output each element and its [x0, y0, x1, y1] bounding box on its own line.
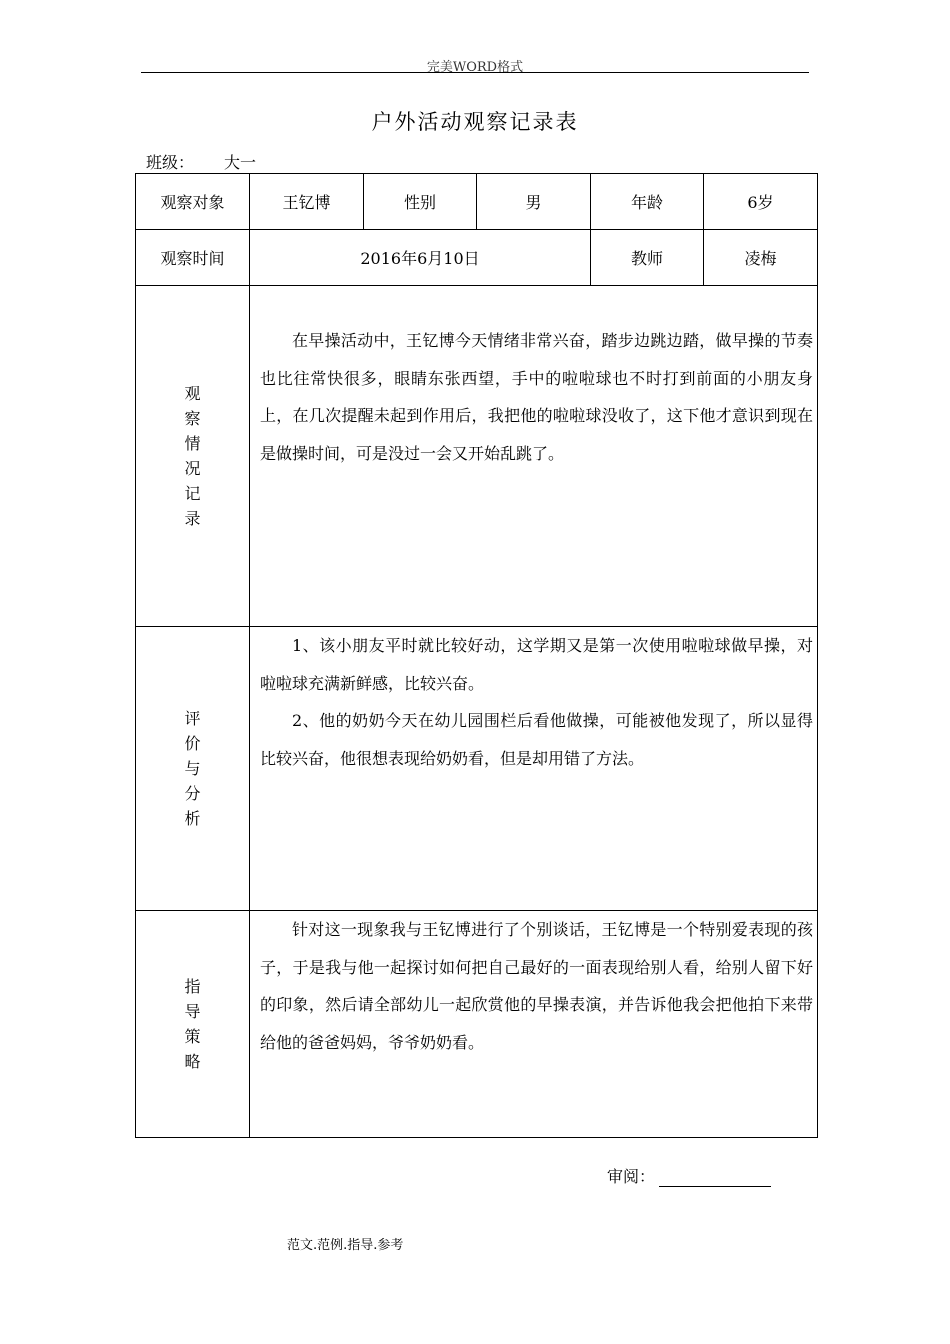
age-label: 年龄 — [591, 174, 704, 230]
observation-label-char: 记 — [184, 484, 201, 503]
time-value: 2016年6月10日 — [250, 230, 591, 286]
page-footer: 范文.范例.指导.参考 — [287, 1238, 404, 1253]
strategy-label-char: 策 — [184, 1027, 201, 1046]
observation-label-char: 观 — [184, 384, 201, 403]
evaluation-paragraph: 1、该小朋友平时就比较好动，这学期又是第一次使用啦啦球做早操，对啦啦球充满新鲜感，比较兴奋。 — [260, 636, 813, 693]
gender-label: 性别 — [364, 174, 477, 230]
evaluation-label-char: 价 — [184, 734, 201, 753]
observation-label-char: 况 — [184, 459, 201, 478]
strategy-label-char: 导 — [184, 1002, 201, 1021]
subject-label: 观察对象 — [136, 174, 250, 230]
observation-content — [250, 286, 818, 627]
observation-label-char: 录 — [184, 509, 201, 528]
evaluation-label-char: 评 — [184, 709, 201, 728]
evaluation-label-char: 与 — [184, 759, 201, 778]
age-value: 6岁 — [704, 174, 818, 230]
observation-label-char: 情 — [184, 434, 201, 453]
table-row-observation — [136, 286, 818, 627]
class-value: 大一 — [194, 153, 316, 174]
teacher-value: 凌梅 — [704, 230, 818, 286]
gender-value: 男 — [477, 174, 591, 230]
observation-paragraph: 在早操活动中，王钇博今天情绪非常兴奋，踏步边跳边踏，做早操的节奏也比往常快很多，眼睛东张西望，手中的啦啦球也不时打到前面的小朋友身上，在几次提醒未起到作用后，我把他的啦啦球没收了，这下他才意识到现在是做操时间，可是没过一会又开始乱跳了。 — [260, 331, 813, 463]
table-row-subject — [136, 174, 818, 230]
evaluation-content — [250, 627, 818, 911]
review-blank-line — [659, 1166, 771, 1187]
evaluation-label-char: 析 — [184, 809, 201, 828]
strategy-label-char: 略 — [184, 1052, 201, 1071]
page-title: 户外活动观察记录表 — [371, 110, 579, 134]
table-row-strategy — [136, 911, 818, 1138]
header-rule — [141, 72, 809, 73]
observation-table — [135, 173, 818, 1138]
strategy-content — [250, 911, 818, 1138]
table-row-time — [136, 230, 818, 286]
class-label: 班级： — [146, 153, 195, 172]
observation-label-char: 察 — [184, 409, 201, 428]
evaluation-label-char: 分 — [184, 784, 201, 803]
review-signature — [607, 1164, 771, 1187]
subject-value: 王钇博 — [250, 174, 364, 230]
class-info — [146, 150, 316, 174]
evaluation-paragraph: 2、他的奶奶今天在幼儿园围栏后看他做操，可能被他发现了，所以显得比较兴奋，他很想表现给奶奶看，但是却用错了方法。 — [260, 711, 813, 768]
time-label: 观察时间 — [136, 230, 250, 286]
teacher-label: 教师 — [591, 230, 704, 286]
strategy-paragraph: 针对这一现象我与王钇博进行了个别谈话，王钇博是一个特别爱表现的孩子，于是我与他一起探讨如何把自己最好的一面表现给别人看，给别人留下好的印象，然后请全部幼儿一起欣赏他的早操表演，并告诉他我会把他拍下来带给他的爸爸妈妈，爷爷奶奶看。 — [260, 920, 813, 1052]
strategy-label — [136, 911, 250, 1138]
evaluation-label — [136, 627, 250, 911]
page-header: 完美WORD格式 — [426, 60, 524, 75]
review-label: 审阅： — [607, 1167, 656, 1186]
observation-label — [136, 286, 250, 627]
table-row-evaluation — [136, 627, 818, 911]
strategy-label-char: 指 — [184, 977, 201, 996]
